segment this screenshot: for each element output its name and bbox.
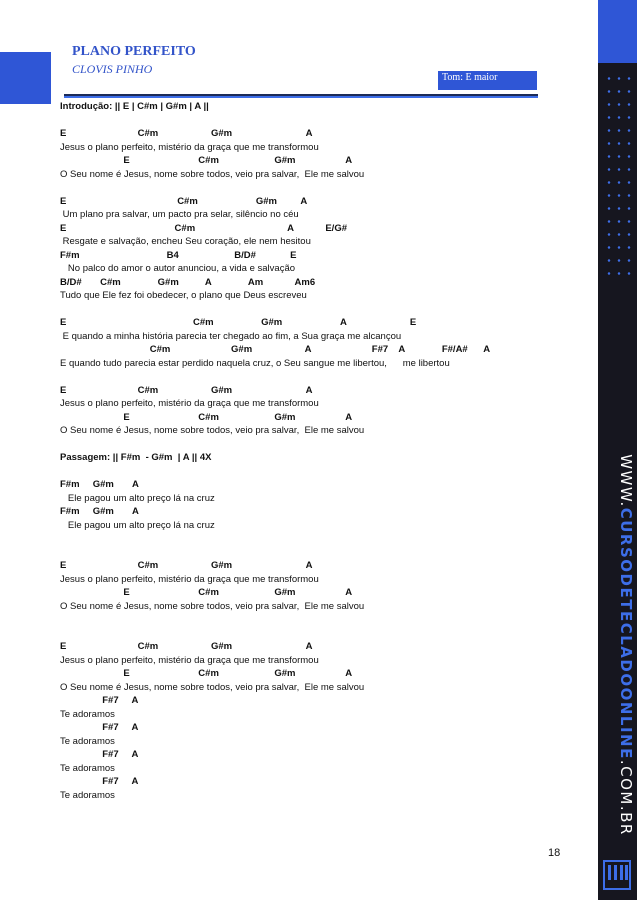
chord-line: F#m G#m A: [60, 506, 139, 517]
website-prefix: WWW.: [617, 454, 635, 508]
lyric-line: Resgate e salvação, encheu Seu coração, ele nem hesitou: [60, 236, 311, 247]
chord-line: B/D# C#m G#m A Am Am6: [60, 276, 316, 288]
lyric-line: No palco do amor o autor anunciou, a vida e salvação: [60, 263, 296, 274]
section-line: Introdução: || E | C#m | G#m | A ||: [60, 101, 209, 112]
header-divider-accent: [64, 96, 538, 98]
lyric-line: Jesus o plano perfeito, mistério da graça que me transformou: [60, 573, 319, 585]
blank-line: [60, 438, 580, 452]
lyric-line: Jesus o plano perfeito, mistério da graça que me transformou: [60, 398, 319, 409]
song-title: PLANO PERFEITO: [72, 44, 196, 59]
chord-line: E C#m G#m A: [60, 128, 313, 139]
lyric-line: Te adoramos: [60, 762, 115, 774]
sidebar-top-block: [598, 0, 637, 63]
song-sheet: [60, 100, 580, 802]
website-suffix: .COM.BR: [617, 759, 635, 836]
section-line: Passagem: || F#m - G#m | A || 4X: [60, 452, 212, 463]
blank-line: [60, 532, 580, 546]
lyric-line: Jesus o plano perfeito, mistério da graça que me transformou: [60, 654, 319, 666]
dot-pattern: [604, 72, 634, 282]
chord-line: F#7 A: [60, 695, 139, 706]
chord-line: C#m G#m A F#7 A F#/A# A: [60, 344, 491, 355]
chord-line: E C#m G#m A: [60, 560, 313, 571]
chord-line: E C#m G#m A: [60, 668, 353, 679]
chord-line: F#7 A: [60, 722, 139, 733]
chord-line: F#7 A: [60, 749, 139, 760]
lyric-line: Te adoramos: [60, 789, 115, 801]
lyric-line: Ele pagou um alto preço lá na cruz: [60, 519, 215, 531]
chord-line: E C#m G#m A: [60, 384, 313, 396]
lyric-line: O Seu nome é Jesus, nome sobre todos, veio pra salvar, Ele me salvou: [60, 681, 365, 693]
blank-line: [60, 627, 580, 641]
website-domain: CURSODETECLADOONLINE: [617, 507, 635, 760]
blank-line: [60, 303, 580, 317]
page-number: 18: [548, 847, 561, 859]
song-artist: CLOVIS PINHO: [72, 62, 153, 76]
lyric-line: Um plano pra salvar, um pacto pra selar, silêncio no céu: [60, 209, 299, 220]
chord-line: E C#m A E/G#: [60, 222, 347, 234]
lyric-line: E quando a minha história parecia ter chegado ao fim, a Sua graça me alcançou: [60, 330, 402, 342]
key-badge: Tom: E maior: [438, 71, 537, 90]
lyric-line: Tudo que Ele fez foi obedecer, o plano que Deus escreveu: [60, 290, 307, 301]
lyric-line: O Seu nome é Jesus, nome sobre todos, veio pra salvar, Ele me salvou: [60, 600, 365, 612]
chord-line: F#7 A: [60, 776, 139, 787]
blank-line: [60, 546, 580, 560]
piano-keys-icon: [603, 860, 631, 890]
lyric-line: Ele pagou um alto preço lá na cruz: [60, 492, 215, 504]
blank-line: [60, 465, 580, 479]
chord-line: E C#m G#m A: [60, 587, 353, 598]
chord-line: F#m B4 B/D# E: [60, 249, 297, 261]
chord-line: E C#m G#m A: [60, 641, 313, 652]
blank-line: [60, 181, 580, 195]
lyric-line: E quando tudo parecia estar perdido naquela cruz, o Seu sangue me libertou, me libertou: [60, 357, 450, 369]
lyric-line: O Seu nome é Jesus, nome sobre todos, veio pra salvar, Ele me salvou: [60, 425, 365, 436]
lyric-line: Te adoramos: [60, 735, 115, 747]
lyric-line: Te adoramos: [60, 708, 115, 720]
lyric-line: O Seu nome é Jesus, nome sobre todos, veio pra salvar, Ele me salvou: [60, 168, 365, 180]
chord-line: E C#m G#m A: [60, 155, 353, 166]
blank-line: [60, 370, 580, 384]
website-url: [617, 454, 635, 836]
chord-line: E C#m G#m A: [60, 411, 353, 423]
chord-line: E C#m G#m A E: [60, 317, 417, 328]
chord-line: E C#m G#m A: [60, 195, 308, 207]
header-blue-square: [0, 52, 51, 104]
blank-line: [60, 114, 580, 128]
chord-line: F#m G#m A: [60, 479, 139, 490]
lyric-line: Jesus o plano perfeito, mistério da graça que me transformou: [60, 141, 319, 153]
blank-line: [60, 613, 580, 627]
